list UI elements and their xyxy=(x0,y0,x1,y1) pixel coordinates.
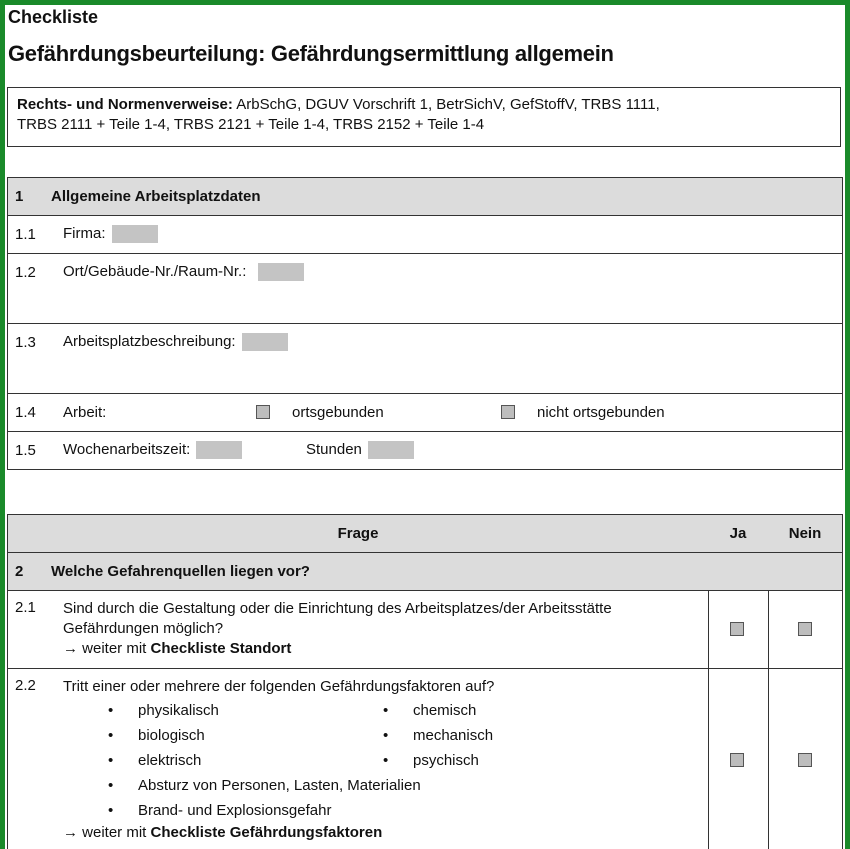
nicht-ortsgebunden-checkbox[interactable] xyxy=(501,405,515,419)
row-number: 1.4 xyxy=(15,404,36,421)
nein-checkbox[interactable] xyxy=(798,622,812,636)
row-arbeitsplatz xyxy=(8,324,842,394)
references-text: ArbSchG, DGUV Vorschrift 1, BetrSichV, GefStoffV, TRBS 1111, xyxy=(232,96,660,113)
question-row xyxy=(8,591,842,669)
ja-checkbox[interactable] xyxy=(730,622,744,636)
firma-field[interactable] xyxy=(112,225,158,243)
nicht-ortsgebunden-label: nicht ortsgebunden xyxy=(537,404,665,421)
page-title: Gefährdungsbeurteilung: Gefährdungsermittlung allgemein xyxy=(8,41,614,66)
question-number: 2.2 xyxy=(15,677,36,694)
list-item: • Absturz von Personen, Lasten, Materialien xyxy=(108,777,421,794)
wochenarbeitszeit-label: Wochenarbeitszeit: xyxy=(63,441,191,458)
nein-checkbox[interactable] xyxy=(798,753,812,767)
link-prefix: → weiter mit xyxy=(63,640,151,657)
question-table-header xyxy=(8,515,842,553)
wochenarbeitszeit-field[interactable] xyxy=(196,441,242,459)
question-text-2: Gefährdungen möglich? xyxy=(63,620,224,637)
question-text: Sind durch die Gestaltung oder die Einrichtung des Arbeitsplatzes/der Arbeitsstätte xyxy=(63,600,612,617)
list-item: • psychisch xyxy=(383,752,479,769)
section-number: 1 xyxy=(15,188,24,205)
row-ort xyxy=(8,254,842,324)
list-item: • biologisch xyxy=(108,727,205,744)
question-text: Tritt einer oder mehrere der folgenden Gefährdungsfaktoren auf? xyxy=(63,678,495,695)
link-prefix: → weiter mit xyxy=(63,824,151,841)
list-item: • Brand- und Explosionsgefahr xyxy=(108,802,332,819)
question-row xyxy=(8,669,842,849)
row-arbeit xyxy=(8,394,842,432)
section-header xyxy=(8,178,842,216)
arbeitsplatz-label: Arbeitsplatzbeschreibung: xyxy=(63,333,236,350)
list-item: • physikalisch xyxy=(108,702,219,719)
section-workplace-data xyxy=(7,177,843,470)
ort-field[interactable] xyxy=(258,263,304,281)
question-number: 2.1 xyxy=(15,599,36,616)
list-item: • chemisch xyxy=(383,702,477,719)
stunden-field[interactable] xyxy=(368,441,414,459)
ja-checkbox[interactable] xyxy=(730,753,744,767)
section-number: 2 xyxy=(15,563,24,580)
document-kind: Checkliste xyxy=(8,7,99,27)
stunden-label: Stunden xyxy=(306,441,362,458)
list-item: • elektrisch xyxy=(108,752,202,769)
arbeitsplatz-field[interactable] xyxy=(242,333,288,351)
document-page xyxy=(5,5,845,849)
firma-label: Firma: xyxy=(63,225,106,242)
factor-list xyxy=(63,701,703,825)
row-number: 1.1 xyxy=(15,226,36,243)
list-item: • mechanisch xyxy=(383,727,494,744)
ortsgebunden-label: ortsgebunden xyxy=(292,404,384,421)
column-nein: Nein xyxy=(788,525,822,542)
row-firma xyxy=(8,216,842,254)
section-header xyxy=(8,553,842,591)
section-title: Allgemeine Arbeitsplatzdaten xyxy=(51,188,261,205)
references-text-2: TRBS 2111 + Teile 1-4, TRBS 2121 + Teile 1-4, TRBS 2152 + Teile 1-4 xyxy=(17,116,485,133)
column-ja: Ja xyxy=(729,525,747,542)
ortsgebunden-checkbox[interactable] xyxy=(256,405,270,419)
ort-label: Ort/Gebäude-Nr./Raum-Nr.: xyxy=(63,263,247,280)
link-checkliste-standort[interactable]: Checkliste Standort xyxy=(150,640,292,657)
question-table xyxy=(7,514,843,849)
link-checkliste-gefaehrdungsfaktoren[interactable]: Checkliste Gefährdungsfaktoren xyxy=(150,824,383,841)
row-number: 1.3 xyxy=(15,334,36,351)
section-title: Welche Gefahrenquellen liegen vor? xyxy=(51,563,310,580)
references-label: Rechts- und Normenverweise: xyxy=(17,96,233,113)
references-box xyxy=(7,87,841,147)
row-number: 1.5 xyxy=(15,442,36,459)
row-wochenarbeitszeit xyxy=(8,432,842,469)
arbeit-label: Arbeit: xyxy=(63,404,107,421)
row-number: 1.2 xyxy=(15,264,36,281)
column-frage: Frage xyxy=(337,525,379,542)
